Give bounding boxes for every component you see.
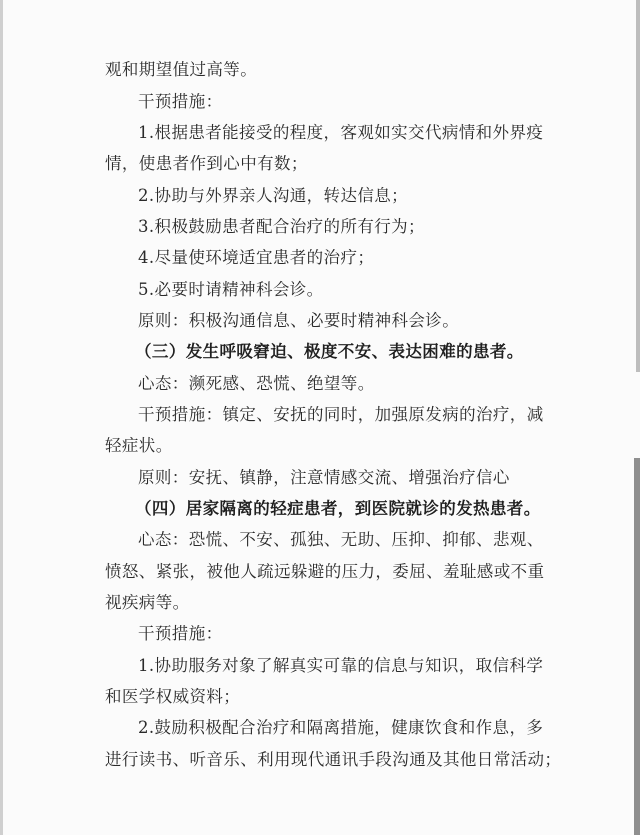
- page-right-edge-top: [636, 0, 640, 372]
- text-line: 进行读书、听音乐、利用现代通讯手段沟通及其他日常活动；: [105, 750, 562, 769]
- list-item: 1.协助服务对象了解真实可靠的信息与知识，取信科学: [138, 656, 544, 675]
- section-heading: 干预措施：: [138, 624, 223, 643]
- section-heading: （三）发生呼吸窘迫、极度不安、表达困难的患者。: [135, 342, 524, 361]
- intervention-line: 干预措施：镇定、安抚的同时，加强原发病的治疗，减: [138, 405, 544, 424]
- text-line: 轻症状。: [105, 436, 173, 455]
- text-line: 观和期望值过高等。: [105, 60, 258, 79]
- section-heading: 干预措施：: [138, 92, 223, 111]
- page-right-edge-bottom: [634, 458, 640, 835]
- text-line: 情，使患者作到心中有数；: [105, 154, 308, 173]
- page-left-edge: [0, 0, 3, 835]
- text-line: 视疾病等。: [105, 593, 190, 612]
- list-item: 3.积极鼓励患者配合治疗的所有行为；: [138, 217, 425, 236]
- text-line: 愤怒、紧张，被他人疏远躲避的压力，委屈、羞耻感或不重: [105, 562, 545, 581]
- list-item: 5.必要时请精神科会诊。: [138, 280, 324, 299]
- mindset-line: 心态：恐慌、不安、孤独、无助、压抑、抑郁、悲观、: [138, 530, 544, 549]
- mindset-line: 心态：濒死感、恐慌、绝望等。: [138, 374, 375, 393]
- text-line: 和医学权威资料；: [105, 687, 241, 706]
- principle-line: 原则：积极沟通信息、必要时精神科会诊。: [138, 311, 460, 330]
- list-item: 2.协助与外界亲人沟通，转达信息；: [138, 186, 409, 205]
- principle-line: 原则：安抚、镇静，注意情感交流、增强治疗信心: [138, 468, 510, 487]
- list-item: 4.尽量使环境适宜患者的治疗；: [138, 248, 375, 267]
- list-item: 1.根据患者能接受的程度，客观如实交代病情和外界疫: [138, 123, 544, 142]
- list-item: 2.鼓励积极配合治疗和隔离措施，健康饮食和作息，多: [138, 718, 544, 737]
- section-heading: （四）居家隔离的轻症患者，到医院就诊的发热患者。: [135, 499, 541, 518]
